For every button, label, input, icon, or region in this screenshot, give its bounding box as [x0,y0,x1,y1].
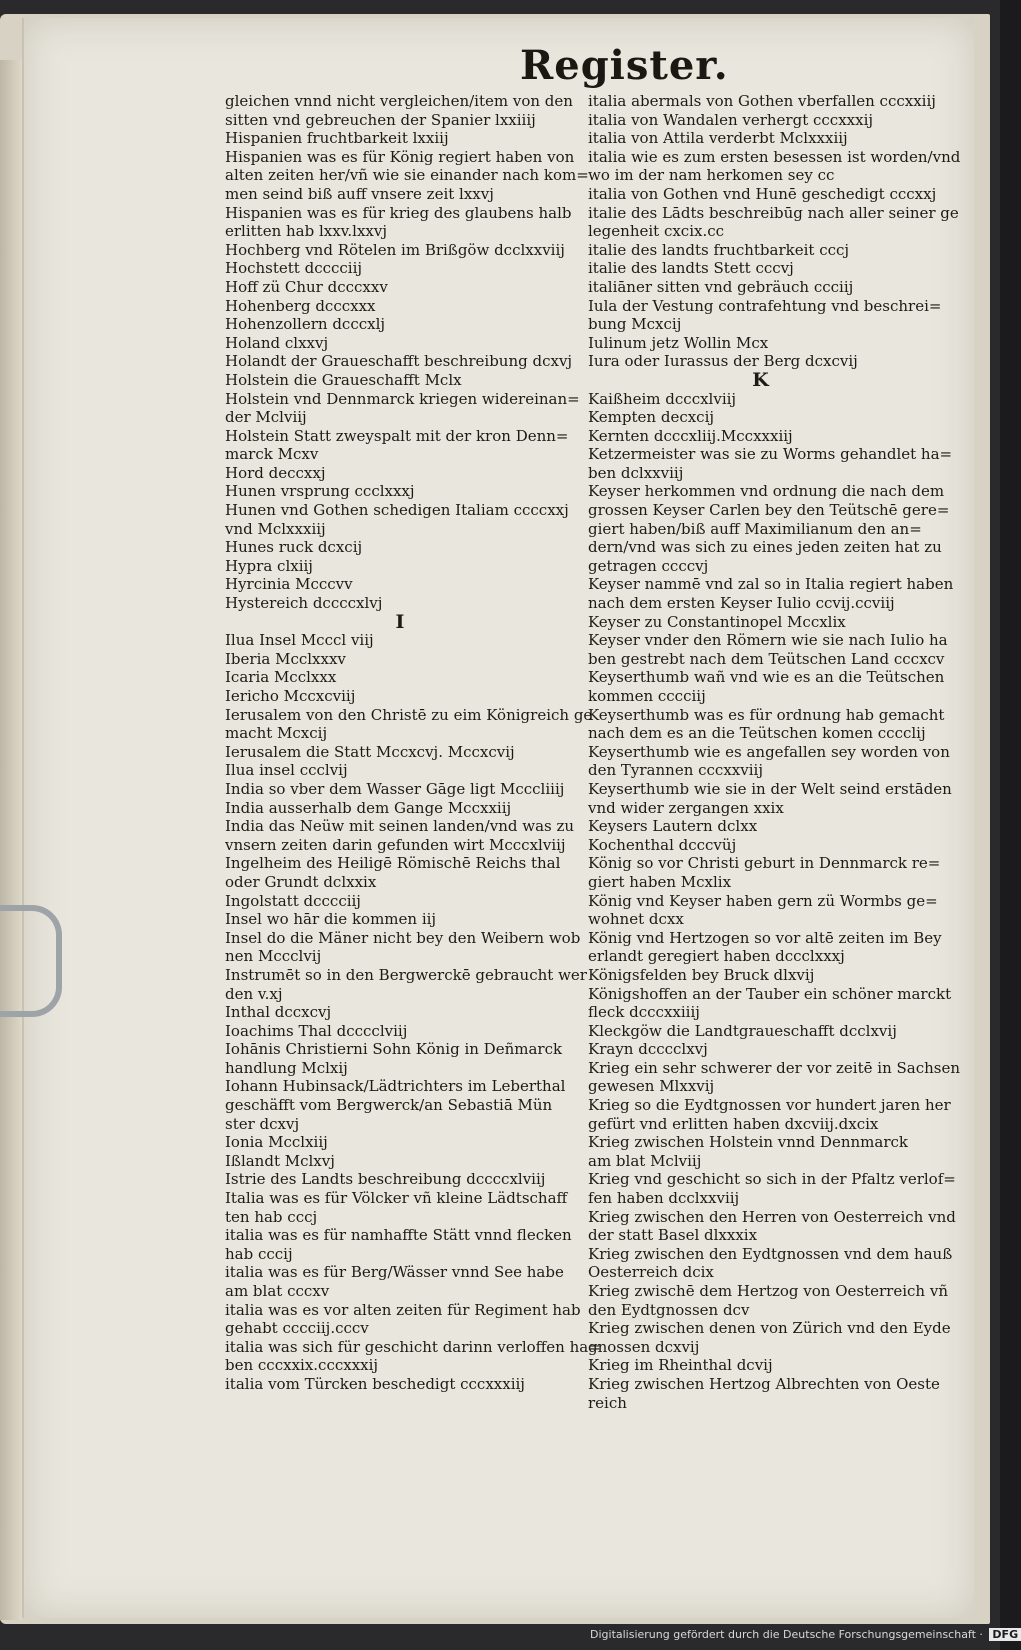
register-entry: India so vber dem Wasser Gāge ligt Mcccliiij [225,779,565,798]
register-entry: Krieg zwischen Holstein vnnd Dennmarck [588,1133,908,1152]
register-entry: den Tyrannen cccxxviij [588,761,763,780]
register-entry: Krieg zwischen den Herren von Oesterreich vnd [588,1207,956,1226]
register-entry: Insel wo hār die kommen iij [225,910,437,929]
register-entry: bung Mcxcij [588,315,682,334]
register-entry: Hispanien fruchtbarkeit lxxiij [225,129,449,148]
register-entry: italia was es für Berg/Wässer vnnd See habe [225,1263,564,1282]
register-entry: Keyserthumb wie sie in der Welt seind erstāden [588,779,952,798]
register-entry: Ingelheim des Heiligē Römischē Reichs thal [225,854,561,873]
register-entry: hab cccij [225,1244,293,1263]
register-entry: italia was sich für geschicht darinn verloffen ha= [225,1337,601,1356]
dfg-logo: DFG [989,1628,1021,1641]
register-entry: Ierusalem die Statt Mccxcvj. Mccxcvij [225,742,515,761]
register-entry: Keyser herkommen vnd ordnung die nach dem [588,482,945,501]
register-entry: wo im der nam herkomen sey cc [588,166,835,185]
register-entry: Holand clxxvj [225,333,329,352]
footer [590,1628,1021,1641]
register-entry: Istrie des Landts beschreibung dccccxlviij [225,1170,546,1189]
register-entry: am blat cccxv [225,1282,330,1300]
register-entry: Holandt der Graueschafft beschreibung dcxvj [225,352,573,371]
register-entry: gnossen dcxvij [588,1337,700,1356]
metal-clip [0,905,62,1017]
register-entry: alten zeiten her/vñ wie sie einander nach kom= [225,166,589,185]
register-entry: Ingolstatt dcccciij [225,891,361,910]
register-entry: giert haben/biß auff Maximilianum den an= [588,519,922,538]
register-entry: König vnd Keyser haben gern zü Wormbs ge= [588,891,938,910]
register-entry: Holstein die Graueschafft Mclx [225,370,462,389]
register-entry: Iulinum jetz Wollin Mcx [588,333,769,352]
register-entry: Kempten decxcij [588,408,715,427]
register-entry: oder Grundt dclxxix [225,872,377,891]
register-entry: Iberia Mcclxxxv [225,649,346,668]
register-entry: der Mclviij [225,408,307,427]
register-entry: Ißlandt Mclxvj [225,1151,335,1170]
register-entry: Hord deccxxj [225,463,326,482]
register-entry: Keyser vnder den Römern wie sie nach Iulio ha [588,631,948,650]
register-entry: kommen cccciij [588,687,706,705]
register-entry: Oesterreich dcix [588,1263,714,1282]
register-entry: Hunen vnd Gothen schedigen Italiam ccccxxj [225,501,569,520]
register-entry: wohnet dcxx [588,910,684,929]
register-entry: Keyserthumb wañ vnd wie es an die Teütschen [588,668,945,687]
register-entry: sitten vnd gebreuchen der Spanier lxxiiij [225,110,536,129]
register-entry: Ilua insel ccclvij [225,761,348,780]
register-entry: Hispanien was es für krieg des glaubens halb [225,203,572,222]
register-entry: ben cccxxix.cccxxxij [225,1356,379,1375]
register-entry: Königsfelden bey Bruck dlxvij [588,965,815,984]
register-entry: italia wie es zum ersten besessen ist worden/vnd [588,147,961,166]
register-entry: Holstein Statt zweyspalt mit der kron Denn= [225,426,569,445]
register-entry: Krieg vnd geschicht so sich in der Pfaltz verlof= [588,1170,956,1189]
register-entry: Keysers Lautern dclxx [588,817,758,836]
register-entry: vnsern zeiten darin gefunden wirt Mcccxlviij [225,835,566,854]
register-entry: giert haben Mcxlix [588,872,732,891]
register-entry: ten hab cccj [225,1207,318,1226]
register-entry: Kleckgöw die Landtgraueschafft dcclxvij [588,1021,897,1040]
register-entry: am blat Mclviij [588,1151,702,1170]
register-entry: Hispanien was es für König regiert haben von [225,147,575,166]
register-entry: Keyser zu Constantinopel Mccxlix [588,612,846,631]
register-entry: italie des landts Stett cccvj [588,259,794,278]
register-entry: Ionia Mcclxiij [225,1133,328,1152]
register-entry: Hochberg vnd Rötelen im Brißgöw dcclxxviij [225,240,565,259]
register-entry: italie des landts fruchtbarkeit cccj [588,240,850,259]
register-entry: Keyserthumb was es für ordnung hab gemacht [588,705,945,724]
register-entry: Krieg zwischen Hertzog Albrechten von Oeste [588,1374,940,1393]
register-entry: Hochstett dcccciij [225,259,363,278]
register-entry: Krieg zwischē dem Hertzog von Oesterreich vñ [588,1282,948,1300]
register-entry: der statt Basel dlxxxix [588,1226,758,1245]
register-entry: legenheit cxcix.cc [588,222,725,241]
register-entry: Krieg so die Eydtgnossen vor hundert jaren her [588,1096,951,1115]
register-entry: erlitten hab lxxv.lxxvj [225,222,387,241]
register-entry: nach dem ersten Keyser Iulio ccvij.ccviij [588,594,895,613]
register-entry: nen Mccclvij [225,947,322,966]
register-entry: Ioachims Thal dcccclviij [225,1021,408,1040]
right-column [588,92,961,1412]
register-entry: fleck dcccxxiiij [588,1003,700,1022]
register-entry: India ausserhalb dem Gange Mccxxiij [225,798,512,817]
register-entry: Kochenthal dcccvüj [588,835,737,854]
register-entry: Kaißheim dcccxlviij [588,389,737,408]
register-entry: Königshoffen an der Tauber ein schöner marckt [588,984,952,1003]
register-entry: Hunen vrsprung ccclxxxj [225,482,415,501]
register-entry: italia von Wandalen verhergt cccxxxij [588,110,874,129]
page-edge [0,60,22,1620]
register-entry: Iura oder Iurassus der Berg dcxcvij [588,352,858,371]
register-entry: vnd wider zergangen xxix [588,798,784,817]
register-entry: den Eydtgnossen dcv [588,1300,750,1319]
footer-text: Digitalisierung gefördert durch die Deutsche Forschungsgemeinschaft · [590,1628,983,1641]
register-entry: grossen Keyser Carlen bey den Teütschē gere= [588,501,950,520]
register-entry: getragen ccccvj [588,556,709,575]
page-title: Register. [520,42,729,89]
register-entry: italia was es für namhaffte Stätt vnnd flecken [225,1226,572,1245]
register-entry: italia vom Türcken beschedigt cccxxxiij [225,1374,525,1393]
register-entry: Hohenberg dcccxxx [225,296,376,315]
register-entry: erlandt geregiert haben dccclxxxj [588,947,845,966]
register-entry: Krieg ein sehr schwerer der vor zeitē in Sachsen [588,1058,961,1077]
register-entry: India das Neüw mit seinen landen/vnd was zu [225,817,575,836]
register-entry: Insel do die Mäner nicht bey den Weibern wob [225,928,581,947]
register-entry: Italia was es für Völcker vñ kleine Lädtschaff [225,1189,568,1208]
register-entry: Keyserthumb wie es angefallen sey worden von [588,742,950,761]
register-entry: Holstein vnd Dennmarck kriegen widereinan= [225,389,580,408]
register-entry: Hunes ruck dcxcij [225,538,363,557]
register-entry: Icaria Mcclxxx [225,668,337,687]
register-entry: Hystereich dccccxlvj [225,594,383,613]
register-entry: Krieg im Rheinthal dcvij [588,1356,773,1375]
register-entry: Krayn dcccclxvj [588,1040,708,1059]
register-entry: vnd Mclxxxiij [225,519,326,538]
register-entry: Iohann Hubinsack/Lädtrichters im Leberthal [225,1077,566,1096]
register-entry: Iula der Vestung contrafehtung vnd beschrei= [588,296,942,315]
register-entry: Krieg zwischen denen von Zürich vnd den Eyde [588,1319,951,1338]
register-entry: nach dem es an die Teütschen komen cccclij [588,724,926,743]
register-entry: Keyser nammē vnd zal so in Italia regiert haben [588,575,954,594]
register-entry: Ilua Insel Mcccl viij [225,631,374,650]
register-entry: Kernten dcccxliij.Mccxxxiij [588,426,793,445]
register-entry: gewesen Mlxxvij [588,1077,715,1096]
register-entry: fen haben dcclxxviij [588,1189,740,1208]
register-entry: dern/vnd was sich zu eines jeden zeiten hat zu [588,538,942,557]
register-entry: K [752,368,769,391]
register-entry: Hypra clxiij [225,556,313,575]
register-entry: Iericho Mccxcviij [225,687,356,705]
register-entry: Hohenzollern dcccxlj [225,315,386,334]
register-entry: gleichen vnnd nicht vergleichen/item von den [225,92,573,110]
register-entry: ben gestrebt nach dem Teütschen Land cccxcv [588,649,945,668]
register-entry: geschäfft vom Bergwerck/an Sebastiā Mün [225,1096,553,1115]
register-entry: König vnd Hertzogen so vor altē zeiten im Bey [588,928,942,947]
register-entry: marck Mcxv [225,445,319,464]
register-entry: italia von Gothen vnd Hunē geschedigt cccxxj [588,184,937,203]
register-entry: Inthal dccxcvj [225,1003,332,1022]
register-entry: reich [588,1393,627,1412]
register-entry: Iohānis Christierni Sohn König in Deñmarck [225,1040,563,1059]
register-entry: gehabt cccciij.cccv [225,1319,369,1338]
register-entry: ben dclxxviij [588,463,684,482]
register-entry: italia was es vor alten zeiten für Regiment hab [225,1300,581,1319]
register-entry: König so vor Christi geburt in Dennmarck re= [588,854,941,873]
register-entry: men seind biß auff vnsere zeit lxxvj [225,184,494,203]
register-entry: Krieg zwischen den Eydtgnossen vnd dem hauß [588,1244,953,1263]
register-entry: Ketzermeister was sie zu Worms gehandlet ha= [588,445,953,464]
register-entry: Instrumēt so in den Bergwerckē gebraucht wer [225,965,587,984]
register-entry: Hoff zü Chur dcccxxv [225,277,388,296]
register-entry: ster dcxvj [225,1114,300,1133]
register-entry: handlung Mclxij [225,1058,348,1077]
register-entry: Hyrcinia Mcccvv [225,575,353,594]
register-entry: italie des Lādts beschreibūg nach aller seiner ge [588,203,959,222]
register-entry: italia abermals von Gothen vberfallen cccxxiij [588,92,936,110]
register-entry: gefürt vnd erlitten haben dxcviij.dxcix [588,1114,879,1133]
left-column [225,92,601,1394]
register-entry: macht Mcxcij [225,724,328,743]
register-entry: den v.xj [225,984,283,1003]
register-entry: I [395,610,405,633]
register-entry: italiāner sitten vnd gebräuch ccciij [588,277,854,296]
register-entry: Ierusalem von den Christē zu eim Königreich ge [225,705,593,724]
register-entry: italia von Attila verderbt Mclxxxiij [588,129,848,148]
